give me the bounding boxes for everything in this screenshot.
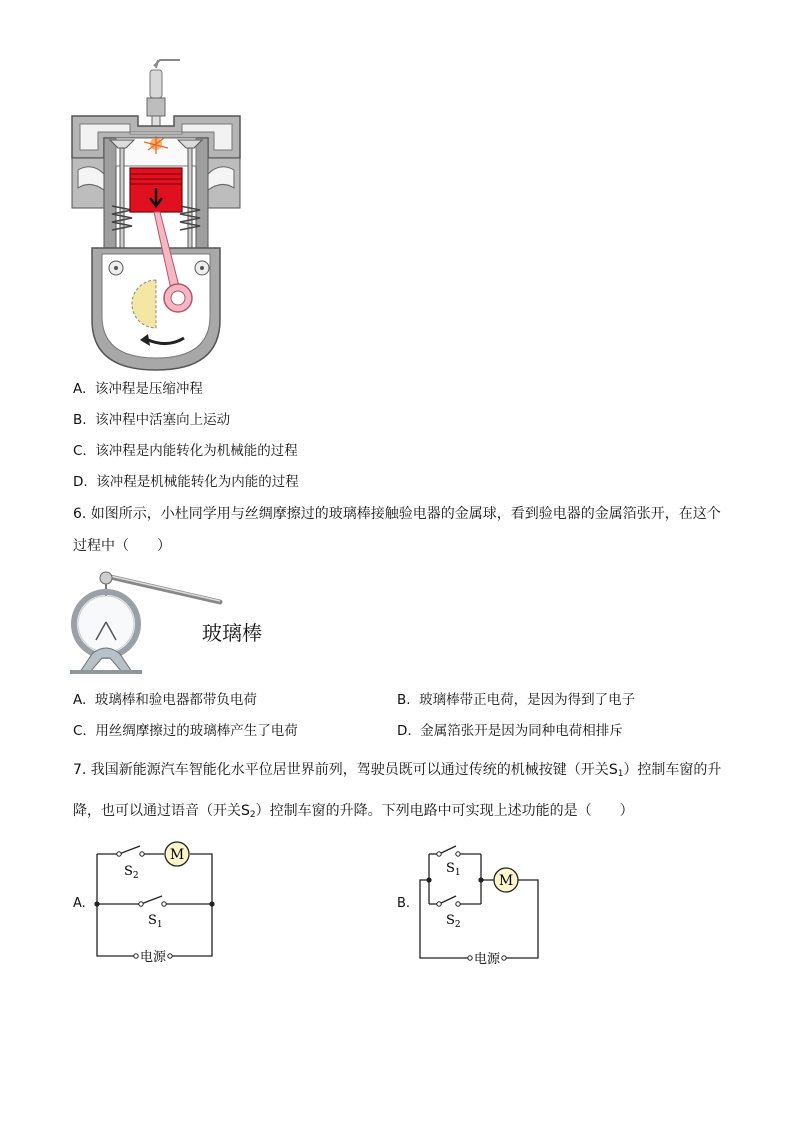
q6-option-a-text: 玻璃棒和验电器都带负电荷 — [94, 692, 257, 708]
motor-icon — [494, 868, 518, 892]
q5-option-d: D. 该冲程是机械能转化为内能的过程 — [73, 474, 299, 490]
circuit-a-source-label: 电源 — [139, 950, 167, 965]
q7-stem-line2: 降，也可以通过语音（开关$S_2$）控制车窗的升降。下列电路中可实现上述功能的是（ ） — [73, 803, 634, 820]
q7-stem-line1: 7. 我国新能源汽车智能化水平位居世界前列，驾驶员既可以通过传统的机械按键（开关$S_1$）控制车窗的升 — [73, 762, 722, 779]
motor-icon — [165, 842, 189, 866]
q5-option-c-text: 该冲程是内能转化为机械能的过程 — [95, 443, 298, 459]
circuit-b-diagram — [412, 844, 548, 968]
q5-option-b: B. 该冲程中活塞向上运动 — [73, 412, 231, 428]
circuit-b-s1-label: $S_1$ — [446, 861, 461, 878]
circuit-a-s1-label: $S_1$ — [148, 913, 163, 930]
q5-option-a-text: 该冲程是压缩冲程 — [94, 381, 203, 397]
q6-option-c-text: 用丝绸摩擦过的玻璃棒产生了电荷 — [95, 723, 298, 739]
circuit-a-s2-label: $S_2$ — [124, 864, 139, 881]
glass-rod-label: 玻璃棒 — [202, 621, 262, 645]
q5-option-a: A. 该冲程是压缩冲程 — [73, 381, 203, 397]
circuit-a-key: A. — [73, 896, 86, 911]
q6-stem-line1: 6. 如图所示，小杜同学用与丝绸摩擦过的玻璃棒接触验电器的金属球，看到验电器的金属箔张开，在这个 — [73, 506, 721, 522]
q6-option-d-text: 金属箔张开是因为同种电荷相排斥 — [420, 723, 623, 739]
svg-text:M: M — [498, 873, 514, 889]
q6-option-a: A. 玻璃棒和验电器都带负电荷 — [73, 692, 257, 708]
q6-option-b: B. 玻璃棒带正电荷，是因为得到了电子 — [397, 692, 636, 708]
svg-text:M: M — [169, 847, 185, 863]
engine-stroke-figure — [68, 58, 248, 374]
switch-s1-label: $S_1$ — [608, 762, 624, 779]
q6-option-b-text: 玻璃棒带正电荷，是因为得到了电子 — [419, 692, 636, 708]
piston — [130, 168, 182, 212]
q5-option-d-text: 该冲程是机械能转化为内能的过程 — [96, 474, 299, 490]
q6-option-d: D. 金属箔张开是因为同种电荷相排斥 — [397, 723, 623, 739]
q5-option-c: C. 该冲程是内能转化为机械能的过程 — [73, 443, 298, 459]
circuit-b-source-label: 电源 — [473, 952, 501, 967]
circuit-b-key: B. — [397, 896, 411, 911]
circuit-b-s2-label: $S_2$ — [446, 913, 461, 930]
circuit-a-diagram — [88, 838, 224, 968]
q5-option-b-text: 该冲程中活塞向上运动 — [95, 412, 231, 428]
switch-s2-label: $S_2$ — [241, 803, 256, 820]
q6-stem-line2: 过程中（ ） — [73, 538, 171, 554]
q6-option-c: C. 用丝绸摩擦过的玻璃棒产生了电荷 — [73, 723, 298, 739]
